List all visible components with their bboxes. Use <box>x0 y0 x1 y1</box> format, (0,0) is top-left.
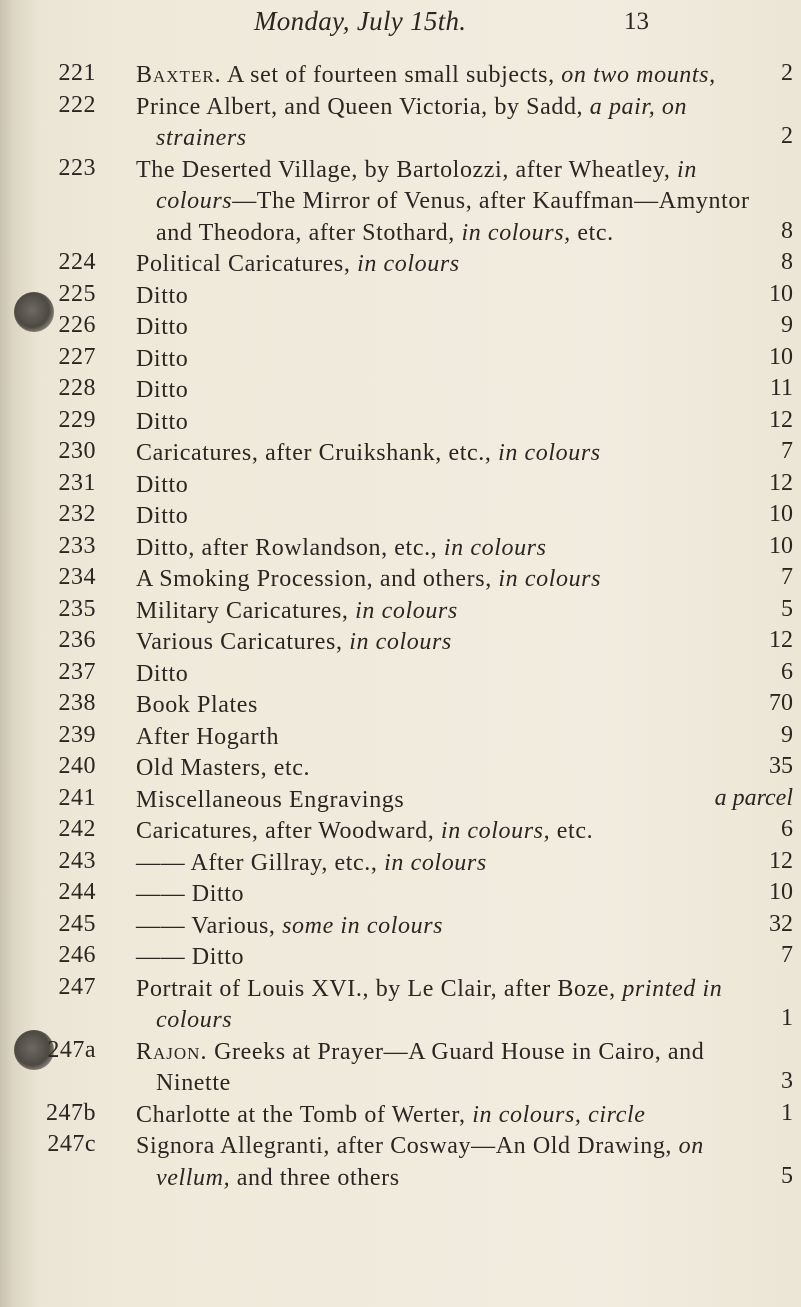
lot-description <box>136 155 756 250</box>
lot-number: 246 <box>58 942 96 968</box>
lot-number: 247c <box>47 1131 96 1157</box>
description-line: A Smoking Procession, and others, in colours <box>136 566 602 592</box>
lot-quantity: 7 <box>781 564 793 590</box>
lot-description <box>136 533 756 565</box>
lot-description <box>136 974 756 1037</box>
description-line: —— Ditto <box>136 944 245 970</box>
lot-entry <box>0 312 801 344</box>
lot-description <box>136 690 756 722</box>
lot-quantity: 10 <box>769 879 793 905</box>
lot-description <box>136 879 756 911</box>
lot-entry <box>0 627 801 659</box>
description-line: —— After Gillray, etc., in colours <box>136 849 487 876</box>
lot-entry <box>0 344 801 376</box>
lot-number: 235 <box>58 595 96 622</box>
description-line: Caricatures, after Cruikshank, etc., in colours <box>136 440 601 466</box>
lot-entry <box>0 501 801 533</box>
lot-quantity: 12 <box>769 847 793 874</box>
lot-number: 243 <box>58 847 96 874</box>
description-line: Military Caricatures, in colours <box>136 597 458 624</box>
description-line: Ditto, after Rowlandson, etc., in colours <box>136 534 547 561</box>
lot-description <box>136 911 756 943</box>
lot-description <box>136 344 756 376</box>
lot-quantity: 12 <box>769 627 793 653</box>
description-line: Caricatures, after Woodward, in colours, etc. <box>136 818 594 844</box>
lot-entry <box>0 596 801 628</box>
lot-number: 232 <box>58 501 96 527</box>
description-line: strainers <box>156 125 247 151</box>
lot-entry <box>0 375 801 407</box>
lot-description <box>136 60 756 92</box>
lot-number: 228 <box>58 375 96 401</box>
lot-entry <box>0 879 801 911</box>
lot-entry <box>0 848 801 880</box>
lot-description <box>136 407 756 439</box>
description-line: Ditto <box>136 408 189 435</box>
lot-description <box>136 249 756 281</box>
lot-entry <box>0 564 801 596</box>
lot-quantity: 1 <box>781 1099 793 1126</box>
lot-quantity: a parcel <box>714 784 793 811</box>
lot-number: 236 <box>58 627 96 653</box>
lot-entry <box>0 60 801 92</box>
description-line: Ditto <box>136 282 189 309</box>
lot-number: 247 <box>58 973 96 1000</box>
lot-quantity: 10 <box>769 343 793 370</box>
lot-quantity: 3 <box>781 1068 793 1094</box>
description-line: —— Various, some in colours <box>136 912 444 939</box>
lot-description <box>136 92 756 155</box>
lot-entry <box>0 407 801 439</box>
lot-number: 240 <box>58 753 96 779</box>
lot-entry <box>0 470 801 502</box>
lot-number: 237 <box>58 658 96 685</box>
lot-description <box>136 627 756 659</box>
description-line: Rajon. Greeks at Prayer—A Guard House in Cairo, and <box>136 1038 705 1065</box>
lot-number: 239 <box>58 721 96 748</box>
description-line: Miscellaneous Engravings <box>136 786 405 813</box>
lot-description <box>136 848 756 880</box>
lot-quantity: 70 <box>769 690 793 716</box>
lot-quantity: 5 <box>781 1162 793 1189</box>
page-title: Monday, July 15th. <box>254 6 467 36</box>
lot-quantity: 35 <box>769 753 793 779</box>
lot-description <box>136 942 756 974</box>
lot-entry <box>0 816 801 848</box>
description-line: Charlotte at the Tomb of Werter, in colours, circle <box>136 1101 646 1128</box>
description-line: and Theodora, after Stothard, in colours, etc. <box>156 219 614 246</box>
lot-quantity: 10 <box>769 501 793 527</box>
lot-description <box>136 281 756 313</box>
lot-number: 234 <box>58 564 96 590</box>
lot-quantity: 9 <box>781 312 793 338</box>
description-line: vellum, and three others <box>156 1164 400 1191</box>
lot-entry <box>0 974 801 1037</box>
lot-entry <box>0 1131 801 1194</box>
lot-quantity: 7 <box>781 942 793 968</box>
description-line: Signora Allegranti, after Cosway—An Old Drawing, on <box>136 1133 704 1159</box>
lot-description <box>136 596 756 628</box>
description-line: colours <box>156 1007 233 1033</box>
lot-entry <box>0 1037 801 1100</box>
lot-quantity: 6 <box>781 658 793 685</box>
description-line: —— Ditto <box>136 881 245 907</box>
lot-entry <box>0 533 801 565</box>
description-line: Prince Albert, and Queen Victoria, by Sadd, a pair, on <box>136 93 688 120</box>
description-line: Ditto <box>136 377 189 403</box>
description-line: Ninette <box>156 1070 231 1096</box>
lot-number: 224 <box>58 249 96 275</box>
lot-description <box>136 722 756 754</box>
description-line: The Deserted Village, by Bartolozzi, after Wheatley, in <box>136 156 697 183</box>
lot-number: 244 <box>58 879 96 905</box>
lot-quantity: 11 <box>769 375 793 401</box>
page-header <box>0 6 801 42</box>
lot-quantity: 10 <box>769 532 793 559</box>
lot-number: 247b <box>46 1099 96 1126</box>
description-line: Ditto <box>136 503 189 529</box>
lot-entry <box>0 281 801 313</box>
lot-quantity: 8 <box>781 249 793 275</box>
lot-quantity: 9 <box>781 721 793 748</box>
lot-number: 225 <box>58 280 96 307</box>
description-line: Baxter. A set of fourteen small subjects, on two mounts, <box>136 62 716 88</box>
lot-description <box>136 470 756 502</box>
lot-number: 242 <box>58 816 96 842</box>
lot-number: 229 <box>58 406 96 433</box>
lot-entry <box>0 92 801 155</box>
lot-description <box>136 375 756 407</box>
lot-number: 238 <box>58 690 96 716</box>
lot-quantity: 32 <box>769 910 793 937</box>
description-line: Various Caricatures, in colours <box>136 629 452 655</box>
lot-quantity: 5 <box>781 595 793 622</box>
description-line: Ditto <box>136 345 189 372</box>
lot-entry <box>0 942 801 974</box>
lot-description <box>136 659 756 691</box>
description-line: Ditto <box>136 660 189 687</box>
lot-entry <box>0 911 801 943</box>
lot-entry <box>0 785 801 817</box>
lot-description <box>136 1100 756 1132</box>
lot-number: 221 <box>58 60 96 86</box>
description-line: Political Caricatures, in colours <box>136 251 460 277</box>
lot-entry <box>0 659 801 691</box>
lot-entry <box>0 1100 801 1132</box>
lot-list <box>0 60 801 1194</box>
lot-number: 247a <box>47 1036 96 1063</box>
lot-entry <box>0 690 801 722</box>
lot-quantity: 2 <box>781 123 793 149</box>
lot-number: 233 <box>58 532 96 559</box>
lot-number: 245 <box>58 910 96 937</box>
description-line: After Hogarth <box>136 723 280 750</box>
lot-description <box>136 312 756 344</box>
lot-quantity: 12 <box>769 406 793 433</box>
lot-description <box>136 816 756 848</box>
lot-quantity: 1 <box>781 1005 793 1031</box>
lot-quantity: 12 <box>769 469 793 496</box>
lot-description <box>136 501 756 533</box>
lot-number: 226 <box>58 312 96 338</box>
lot-quantity: 8 <box>781 217 793 244</box>
lot-number: 222 <box>58 91 96 118</box>
lot-description <box>136 753 756 785</box>
lot-quantity: 10 <box>769 280 793 307</box>
lot-description <box>136 1131 756 1194</box>
lot-entry <box>0 438 801 470</box>
page-number: 13 <box>624 8 649 35</box>
description-line: Old Masters, etc. <box>136 755 311 781</box>
lot-number: 227 <box>58 343 96 370</box>
lot-quantity: 7 <box>781 438 793 464</box>
lot-entry <box>0 249 801 281</box>
lot-description <box>136 564 756 596</box>
lot-quantity: 6 <box>781 816 793 842</box>
lot-description <box>136 785 756 817</box>
lot-entry <box>0 722 801 754</box>
description-line: colours—The Mirror of Venus, after Kauffman—Amyntor <box>156 188 750 214</box>
lot-entry <box>0 753 801 785</box>
lot-number: 230 <box>58 438 96 464</box>
lot-entry <box>0 155 801 250</box>
lot-quantity: 2 <box>781 60 793 86</box>
lot-number: 223 <box>58 154 96 181</box>
lot-number: 241 <box>58 784 96 811</box>
lot-description <box>136 1037 756 1100</box>
description-line: Portrait of Louis XVI., by Le Clair, after Boze, printed in <box>136 975 723 1002</box>
description-line: Book Plates <box>136 692 258 718</box>
lot-description <box>136 438 756 470</box>
description-line: Ditto <box>136 471 189 498</box>
description-line: Ditto <box>136 314 189 340</box>
lot-number: 231 <box>58 469 96 496</box>
